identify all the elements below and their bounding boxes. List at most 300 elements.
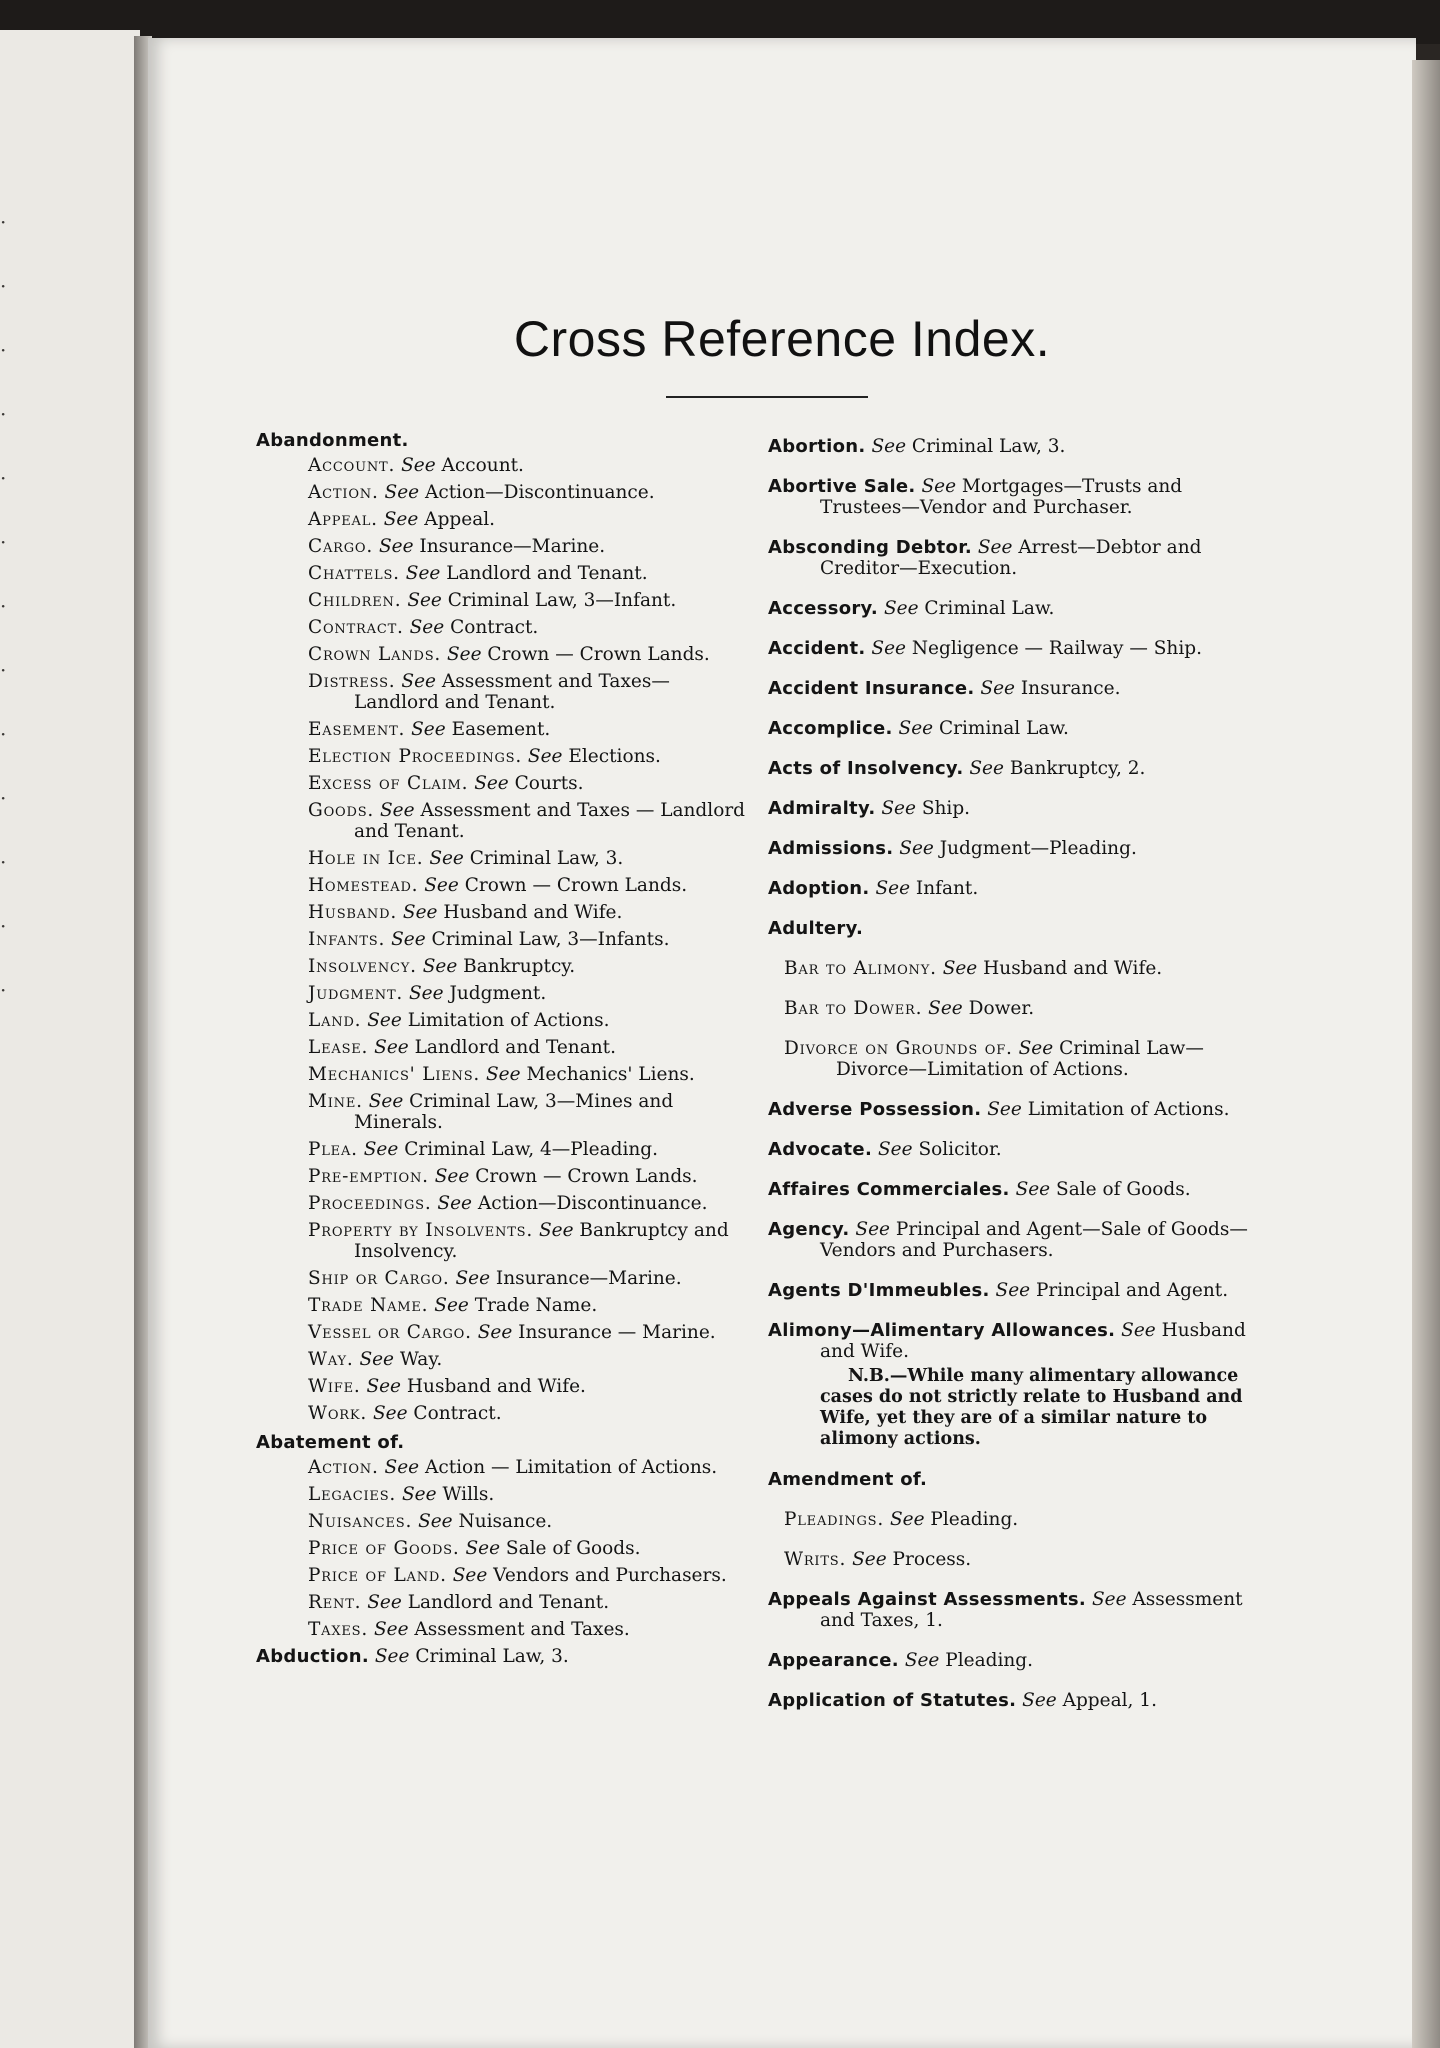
see-word: See (407, 590, 442, 611)
subentry-text (308, 746, 754, 767)
index-entry (768, 1469, 1268, 1490)
index-heading: Abandonment. (256, 430, 409, 451)
subentry-term: Rent. (308, 1592, 362, 1613)
see-word: See (402, 1484, 437, 1505)
subentry-reference: See Trade Name. (434, 1295, 598, 1316)
subentry-text (308, 1457, 754, 1478)
entry-term: Agency. (768, 1219, 850, 1240)
entry-term: Acts of Insolvency. (768, 758, 964, 779)
entry-term: Abortion. (768, 436, 866, 457)
subentry-reference: See Insurance—Marine. (455, 1268, 682, 1289)
subentry-reference: See Dower. (928, 998, 1035, 1019)
subentry-reference: See Contract. (409, 617, 539, 638)
see-word: See (374, 1646, 410, 1667)
subentry-term: Account. (308, 455, 396, 476)
subentry-reference: See Criminal Law, 3—Infant. (407, 590, 677, 611)
index-subentry (256, 1091, 754, 1133)
subentry-term: Action. (308, 482, 379, 503)
entry-reference: See Assessment and Taxes, 1. (820, 1589, 1243, 1631)
entry-term: Alimony—Alimentary Allowances. (768, 1320, 1116, 1341)
subentry-text (308, 1592, 754, 1613)
subentry-term: Lease. (308, 1037, 369, 1058)
index-subentry (256, 671, 754, 713)
see-word: See (418, 1511, 453, 1532)
subentry-term: Bar to Dower. (784, 998, 923, 1019)
see-word: See (380, 800, 415, 821)
subentry-text (308, 455, 754, 476)
subentry-text (308, 1565, 754, 1586)
index-entry (768, 678, 1268, 699)
subentry-term: Ship or Cargo. (308, 1268, 450, 1289)
subentry-reference: See Action—Discontinuance. (384, 482, 655, 503)
entry-reference: See Bankruptcy, 2. (969, 758, 1146, 779)
subentry-reference: See Nuisance. (418, 1511, 553, 1532)
see-word: See (405, 563, 441, 584)
see-word: See (904, 1650, 940, 1671)
see-word: See (987, 1099, 1022, 1120)
subentry-text (308, 773, 754, 794)
entry-term: Appearance. (768, 1650, 899, 1671)
see-word: See (474, 773, 509, 794)
index-entry (768, 798, 1268, 819)
subentry-text (308, 848, 754, 869)
subentry-term: Legacies. (308, 1484, 397, 1505)
entry-term: Affaires Commerciales. (768, 1179, 1010, 1200)
entry-reference: See Criminal Law, 3. (374, 1646, 569, 1667)
index-subentry (256, 800, 754, 842)
entry-term: Accessory. (768, 598, 879, 619)
see-word: See (855, 1219, 890, 1240)
subentry-reference: See Assessment and Taxes. (373, 1619, 630, 1640)
subentry-text (308, 719, 754, 740)
subentry-text (308, 1220, 754, 1262)
subentry-reference: See Action—Discontinuance. (437, 1193, 708, 1214)
subentry-text (308, 1619, 754, 1640)
see-word: See (928, 998, 963, 1019)
see-word: See (899, 838, 934, 859)
subentry-text (308, 875, 754, 896)
see-word: See (977, 537, 1013, 558)
index-subentry (256, 563, 754, 584)
subentry-text (308, 1322, 754, 1343)
subentry-term: Goods. (308, 800, 375, 821)
subentry-text (308, 1064, 754, 1085)
subentry-reference: See Landlord and Tenant. (367, 1592, 610, 1613)
entry-term: Adoption. (768, 878, 870, 899)
subentry-reference: See Assessment and Taxes—Landlord and Tenant. (354, 671, 670, 713)
see-word: See (942, 958, 978, 979)
subentry-reference: See Wills. (402, 1484, 495, 1505)
entry-reference: See Criminal Law. (883, 598, 1055, 619)
entry-term: Accident. (768, 638, 866, 659)
entry-term: Appeals Against Assessments. (768, 1589, 1087, 1610)
index-subentry (256, 1268, 754, 1289)
entry-reference: See Arrest—Debtor and Creditor—Execution. (820, 537, 1202, 579)
right-column (768, 436, 1268, 1711)
index-subentry (256, 875, 754, 896)
entry-reference: See Husband and Wife. (820, 1320, 1246, 1362)
subentry-term: Appeal. (308, 509, 378, 530)
subentry-term: Divorce on Grounds of. (784, 1038, 1013, 1059)
index-subentry (256, 1565, 754, 1586)
index-subentry (256, 644, 754, 665)
subentry-text (308, 617, 754, 638)
see-word: See (434, 1295, 469, 1316)
left-column (256, 430, 754, 1667)
subentry-text (308, 1403, 754, 1424)
see-word: See (969, 758, 1004, 779)
subentry-reference: See Account. (401, 455, 524, 476)
index-subentry (256, 1220, 754, 1262)
page-title: Cross Reference Index. (513, 311, 1051, 367)
subentry-term: Way. (308, 1349, 354, 1370)
index-subentry (256, 1376, 754, 1397)
subentry-reference: See Insurance—Marine. (378, 536, 606, 557)
entry-term: Accident Insurance. (768, 678, 975, 699)
index-subentry (256, 1457, 754, 1478)
see-word: See (446, 644, 482, 665)
see-word: See (889, 1509, 925, 1530)
subentry-reference: See Criminal Law, 3—Infants. (391, 929, 670, 950)
index-subentry (256, 617, 754, 638)
subentry-reference: See Criminal Law—Divorce—Limitation of Actions. (836, 1038, 1204, 1080)
subentry-text (308, 1349, 754, 1370)
index-entry (768, 1320, 1268, 1362)
entry-reference: See Limitation of Actions. (987, 1099, 1230, 1120)
facing-page-edge (0, 30, 140, 2048)
subentry-term: Mine. (308, 1091, 363, 1112)
see-word: See (409, 617, 445, 638)
subentry-term: Judgment. (308, 983, 404, 1004)
see-word: See (402, 902, 438, 923)
see-word: See (378, 536, 414, 557)
subentry-text (308, 983, 754, 1004)
see-word: See (384, 1457, 420, 1478)
subentry-reference: See Husband and Wife. (402, 902, 623, 923)
subentry-term: Homestead. (308, 875, 419, 896)
see-word: See (367, 1592, 402, 1613)
index-entry (768, 718, 1268, 739)
subentry-text (308, 1010, 754, 1031)
see-word: See (477, 1322, 513, 1343)
subentry-reference: See Courts. (474, 773, 584, 794)
index-entry (768, 1219, 1268, 1261)
index-subentry (256, 1166, 754, 1187)
subentry-term: Husband. (308, 902, 398, 923)
see-word: See (486, 1064, 521, 1085)
index-subentry (256, 719, 754, 740)
index-entry (768, 1589, 1268, 1631)
subentry-text (308, 644, 754, 665)
subentry-reference: See Crown — Crown Lands. (424, 875, 688, 896)
see-word: See (437, 1193, 472, 1214)
subentry-text (308, 1139, 754, 1160)
index-entry (768, 758, 1268, 779)
subentry-reference: See Criminal Law, 3—Mines and Minerals. (354, 1091, 674, 1133)
subentry-term: Bar to Alimony. (784, 958, 937, 979)
subentry-term: Children. (308, 590, 402, 611)
index-entry (768, 1179, 1268, 1200)
subentry-reference: See Bankruptcy and Insolvency. (354, 1220, 729, 1262)
subentry-text (308, 800, 754, 842)
index-entry (768, 598, 1268, 619)
entry-reference: See Solicitor. (877, 1139, 1002, 1160)
entry-term: Adultery. (768, 918, 864, 939)
subentry-term: Election Proceedings. (308, 746, 523, 767)
subentry-text (308, 1091, 754, 1133)
subentry-text (308, 1538, 754, 1559)
index-page (148, 38, 1416, 2048)
see-word: See (363, 1139, 399, 1160)
see-word: See (373, 1619, 409, 1640)
see-word: See (372, 1403, 408, 1424)
see-word: See (401, 671, 436, 692)
subentry-term: Easement. (308, 719, 406, 740)
subentry-reference: See Husband and Wife. (366, 1376, 586, 1397)
subentry-text (308, 536, 754, 557)
see-word: See (921, 476, 957, 497)
subentry-text (308, 1376, 754, 1397)
subentry-reference: See Pleading. (889, 1509, 1019, 1530)
index-subentry (256, 773, 754, 794)
subentry-term: Work. (308, 1403, 368, 1424)
index-entry (256, 1646, 754, 1667)
see-word: See (1018, 1038, 1054, 1059)
subentry-text (308, 1268, 754, 1289)
subentry-reference: See Limitation of Actions. (367, 1010, 610, 1031)
subentry-reference: See Crown — Crown Lands. (434, 1166, 698, 1187)
entry-reference: See Appeal, 1. (1022, 1690, 1157, 1711)
subentry-reference: See Landlord and Tenant. (405, 563, 648, 584)
see-word: See (877, 1139, 913, 1160)
entry-reference: See Insurance. (980, 678, 1121, 699)
entry-term: Advocate. (768, 1139, 873, 1160)
entry-reference: See Principal and Agent. (995, 1280, 1229, 1301)
index-subentry (256, 590, 754, 611)
index-subentry (256, 509, 754, 530)
index-subentry (256, 983, 754, 1004)
index-entry (768, 1650, 1268, 1671)
subentry-term: Contract. (308, 617, 404, 638)
index-subentry (256, 1037, 754, 1058)
subentry-text (308, 509, 754, 530)
index-subentry (256, 455, 754, 476)
entry-term: Amendment of. (768, 1469, 928, 1490)
entry-reference: See Pleading. (904, 1650, 1034, 1671)
index-entry (768, 638, 1268, 659)
subentry-reference: See Process. (852, 1549, 972, 1570)
page-right-edge (1412, 60, 1440, 2048)
index-subentry (256, 956, 754, 977)
subentry-term: Infants. (308, 929, 386, 950)
entry-reference: See Criminal Law, 3. (871, 436, 1066, 457)
index-entry (768, 1280, 1268, 1301)
index-subentry (256, 1403, 754, 1424)
see-word: See (527, 746, 563, 767)
subentry-text (308, 1193, 754, 1214)
index-subentry (768, 998, 1268, 1019)
see-word: See (538, 1220, 574, 1241)
entry-reference: See Negligence — Railway — Ship. (871, 638, 1202, 659)
subentry-term: Land. (308, 1010, 362, 1031)
see-word: See (384, 482, 420, 503)
entry-term: Abortive Sale. (768, 476, 916, 497)
subentry-term: Trade Name. (308, 1295, 429, 1316)
see-word: See (424, 875, 459, 896)
subentry-term: Vessel or Cargo. (308, 1322, 472, 1343)
see-word: See (871, 436, 907, 457)
see-word: See (374, 1037, 409, 1058)
subentry-reference: See Mechanics' Liens. (486, 1064, 695, 1085)
subentry-term: Chattels. (308, 563, 400, 584)
subentry-term: Property by Insolvents. (308, 1220, 534, 1241)
subentry-reference: See Insurance — Marine. (477, 1322, 716, 1343)
index-subentry (256, 1592, 754, 1613)
see-word: See (368, 1091, 404, 1112)
see-word: See (359, 1349, 395, 1370)
entry-reference: See Mortgages—Trusts and Trustees—Vendor and Purchaser. (820, 476, 1183, 518)
index-heading: Abatement of. (256, 1432, 405, 1453)
subentry-text (308, 482, 754, 503)
subentry-reference: See Appeal. (383, 509, 496, 530)
subentry-reference: See Vendors and Purchasers. (452, 1565, 727, 1586)
subentry-text (308, 590, 754, 611)
subentry-reference: See Way. (359, 1349, 443, 1370)
index-entry (768, 436, 1268, 457)
see-word: See (391, 929, 426, 950)
index-entry (768, 1690, 1268, 1711)
subentry-term: Taxes. (308, 1619, 369, 1640)
index-subentry (256, 1322, 754, 1343)
index-subentry (256, 1295, 754, 1316)
see-word: See (871, 638, 906, 659)
entry-reference: See Judgment—Pleading. (899, 838, 1137, 859)
index-subentry (768, 1509, 1268, 1530)
subentry-text (308, 1511, 754, 1532)
entry-term: Accomplice. (768, 718, 893, 739)
entry-reference: See Principal and Agent—Sale of Goods—Vendors and Purchasers. (820, 1219, 1248, 1261)
entry-term: Abduction. (256, 1646, 369, 1667)
subentry-term: Mechanics' Liens. (308, 1064, 481, 1085)
see-word: See (422, 956, 458, 977)
subentry-term: Pleadings. (784, 1509, 885, 1530)
subentry-reference: See Assessment and Taxes — Landlord and Tenant. (354, 800, 746, 842)
index-subentry (256, 746, 754, 767)
see-word: See (429, 848, 464, 869)
subentry-reference: See Criminal Law, 4—Pleading. (363, 1139, 659, 1160)
see-word: See (980, 678, 1015, 699)
entry-term: Application of Statutes. (768, 1690, 1017, 1711)
subentry-reference: See Bankruptcy. (422, 956, 576, 977)
subentry-text (308, 929, 754, 950)
entry-term: Admiralty. (768, 798, 876, 819)
subentry-text (308, 671, 754, 713)
subentry-term: Cargo. (308, 536, 374, 557)
subentry-term: Proceedings. (308, 1193, 432, 1214)
see-word: See (1015, 1179, 1051, 1200)
see-word: See (881, 798, 916, 819)
subentry-term: Price of Goods. (308, 1538, 460, 1559)
subentry-reference: See Contract. (372, 1403, 502, 1424)
see-word: See (383, 509, 419, 530)
index-entry (768, 918, 1268, 939)
subentry-text (308, 902, 754, 923)
see-word: See (366, 1376, 402, 1397)
see-word: See (411, 719, 446, 740)
subentry-term: Excess of Claim. (308, 773, 469, 794)
title-rule (666, 396, 868, 398)
subentry-reference: See Easement. (411, 719, 551, 740)
subentry-term: Insolvency. (308, 956, 417, 977)
index-subentry (256, 1484, 754, 1505)
see-word: See (452, 1565, 488, 1586)
subentry-term: Writs. (784, 1549, 847, 1570)
see-word: See (1121, 1320, 1156, 1341)
see-word: See (1022, 1690, 1057, 1711)
index-subentry (256, 902, 754, 923)
entry-reference: See Infant. (875, 878, 979, 899)
subentry-reference: See Husband and Wife. (942, 958, 1163, 979)
subentry-term: Hole in Ice. (308, 848, 424, 869)
index-note: N.B.—While many alimentary allowance cases do not strictly relate to Husband and Wife, yet they are of a similar nature to alimony actions. (820, 1366, 1243, 1449)
index-entry (768, 838, 1268, 859)
subentry-text (308, 1295, 754, 1316)
index-subentry (256, 1139, 754, 1160)
see-word: See (1091, 1589, 1127, 1610)
index-subentry (256, 929, 754, 950)
subentry-text (308, 1484, 754, 1505)
entry-term: Admissions. (768, 838, 894, 859)
subentry-term: Crown Lands. (308, 644, 442, 665)
index-subentry (768, 1549, 1268, 1570)
index-subentry (256, 1064, 754, 1085)
index-entry (768, 537, 1268, 579)
index-entry (768, 1099, 1268, 1120)
see-word: See (409, 983, 444, 1004)
subentry-reference: See Judgment. (409, 983, 547, 1004)
subentry-text (308, 563, 754, 584)
subentry-text (308, 1166, 754, 1187)
entry-reference: See Criminal Law. (898, 718, 1069, 739)
index-subentry (768, 958, 1268, 979)
subentry-reference: See Action — Limitation of Actions. (384, 1457, 718, 1478)
facing-page-marks: · · · · · · · · · · · · · (0, 210, 7, 1002)
subentry-text (308, 1037, 754, 1058)
subentry-term: Price of Land. (308, 1565, 447, 1586)
index-subentry (256, 536, 754, 557)
see-word: See (852, 1549, 887, 1570)
index-subentry (256, 1349, 754, 1370)
subentry-reference: See Sale of Goods. (465, 1538, 641, 1559)
index-entry (768, 1139, 1268, 1160)
see-word: See (875, 878, 911, 899)
entry-reference: See Sale of Goods. (1015, 1179, 1191, 1200)
entry-reference: See Ship. (881, 798, 971, 819)
index-entry (768, 878, 1268, 899)
subentry-term: Pre-emption. (308, 1166, 429, 1187)
index-subentry (256, 482, 754, 503)
see-word: See (455, 1268, 491, 1289)
index-subentry (256, 1619, 754, 1640)
index-subentry (256, 1010, 754, 1031)
subentry-term: Plea. (308, 1139, 358, 1160)
index-subentry (256, 1538, 754, 1559)
see-word: See (898, 718, 934, 739)
subentry-reference: See Elections. (527, 746, 661, 767)
subentry-term: Wife. (308, 1376, 361, 1397)
index-subentry (256, 1193, 754, 1214)
subentry-reference: See Landlord and Tenant. (374, 1037, 616, 1058)
